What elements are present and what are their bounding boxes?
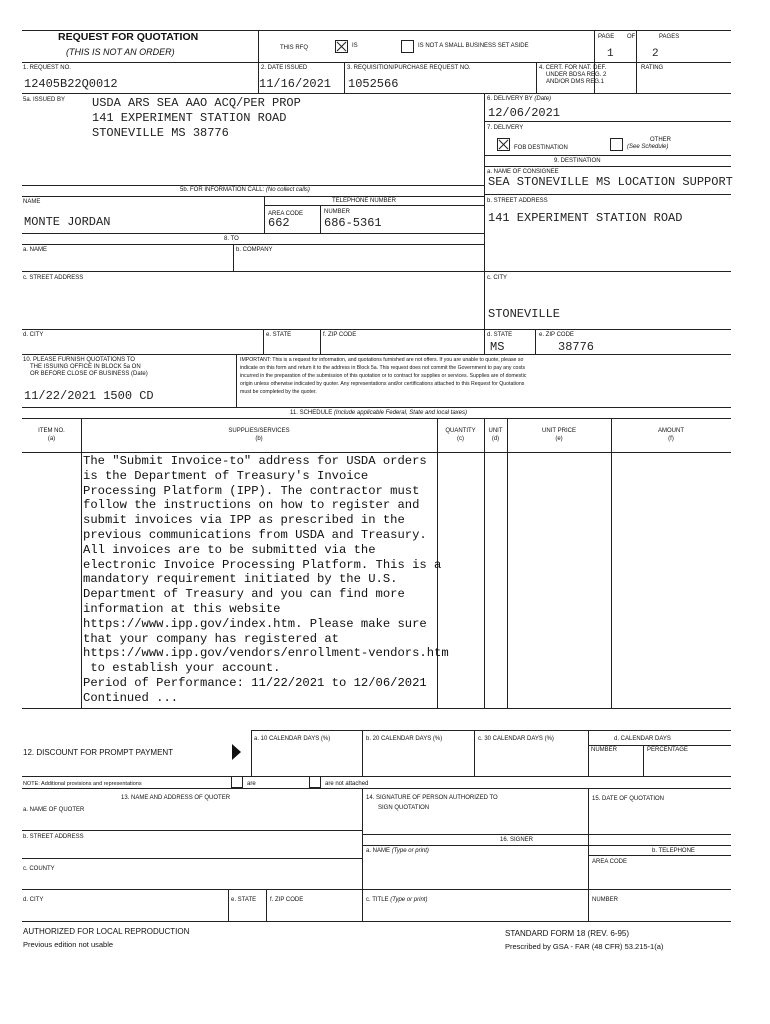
to-zip-label: f. ZIP CODE bbox=[323, 332, 357, 338]
footer-prescribed-by: Prescribed by GSA - FAR (48 CFR) 53.215-1(a) bbox=[505, 942, 664, 951]
rule bbox=[22, 354, 731, 355]
rule bbox=[22, 271, 484, 272]
arrow-right-icon bbox=[232, 744, 241, 760]
description-line: submit invoices via IPP as prescribed in the bbox=[83, 513, 405, 528]
street-value: 141 EXPERIMENT STATION ROAD bbox=[488, 211, 683, 225]
rule bbox=[266, 889, 267, 921]
telephone-label: TELEPHONE NUMBER bbox=[332, 198, 397, 204]
label: (e) bbox=[555, 436, 563, 442]
rule bbox=[22, 418, 731, 419]
rule bbox=[320, 205, 321, 233]
cert-label-3: AND/OR DMS REG.1 bbox=[546, 79, 605, 85]
description-line: https://www.ipp.gov/vendors/enrollment-vendors.htm bbox=[83, 646, 449, 661]
rule bbox=[233, 244, 234, 272]
furnish-label-3: OR BEFORE CLOSE OF BUSINESS (Date) bbox=[30, 371, 148, 377]
rule bbox=[643, 745, 644, 776]
fob-destination-label: FOB DESTINATION bbox=[514, 145, 568, 151]
label: ITEM NO. bbox=[38, 428, 65, 434]
rule bbox=[22, 233, 484, 234]
important-line-5: must be completed by the quoter. bbox=[240, 389, 317, 395]
col-item-header bbox=[22, 427, 81, 443]
area-code-value: 662 bbox=[268, 216, 290, 230]
dest-state-label: d. STATE bbox=[487, 332, 513, 338]
rule bbox=[588, 855, 731, 856]
pages-label: PAGES bbox=[659, 34, 680, 40]
this-rfq-label: THIS RFQ bbox=[280, 45, 308, 51]
rule bbox=[588, 730, 589, 776]
rule bbox=[484, 93, 485, 354]
signer-label: 16. SIGNER bbox=[500, 837, 534, 843]
form-subtitle: (THIS IS NOT AN ORDER) bbox=[66, 47, 175, 57]
quoter-label: 13. NAME AND ADDRESS OF QUOTER bbox=[121, 795, 231, 801]
rule bbox=[362, 845, 731, 846]
rule bbox=[484, 271, 731, 272]
to-company-label: b. COMPANY bbox=[236, 247, 273, 253]
provisions-are-checkbox[interactable] bbox=[231, 776, 243, 788]
col-unit-header bbox=[484, 427, 507, 443]
col-qty-header bbox=[437, 427, 484, 443]
rule bbox=[22, 889, 731, 890]
rule bbox=[507, 418, 508, 708]
signer-title-label: c. TITLE (Type or print) bbox=[366, 897, 428, 903]
delivery-by-label: 6. DELIVERY BY (Date) bbox=[487, 96, 552, 102]
of-label: OF bbox=[627, 34, 636, 40]
rule bbox=[320, 329, 321, 354]
discount-30-label: c. 30 CALENDAR DAYS (%) bbox=[478, 736, 554, 742]
rule bbox=[228, 889, 229, 921]
rule bbox=[22, 93, 731, 94]
request-no-label: 1. REQUEST NO. bbox=[23, 65, 71, 71]
small-business-is-checkbox[interactable] bbox=[335, 40, 348, 53]
rule bbox=[474, 730, 475, 776]
label: QUANTITY bbox=[445, 428, 476, 434]
signer-telephone-label: b. TELEPHONE bbox=[652, 848, 695, 854]
description-line: electronic Invoice Processing Platform. This is a bbox=[83, 557, 442, 572]
provisions-are-not-checkbox[interactable] bbox=[309, 776, 321, 788]
quotation-date-label: 15. DATE OF QUOTATION bbox=[592, 796, 665, 802]
label: (a) bbox=[47, 436, 56, 442]
requisition-value: 1052566 bbox=[348, 77, 399, 91]
quoter-name-label: a. NAME OF QUOTER bbox=[23, 807, 85, 813]
cert-label-2: UNDER BDSA REG. 2 bbox=[546, 72, 607, 78]
rule bbox=[484, 329, 731, 330]
page-label: PAGE bbox=[598, 34, 615, 40]
rule bbox=[258, 30, 259, 62]
to-state-label: e. STATE bbox=[266, 332, 292, 338]
quoter-zip-label: f. ZIP CODE bbox=[270, 897, 304, 903]
rule bbox=[611, 418, 612, 708]
signer-number-label: NUMBER bbox=[592, 897, 619, 903]
rule bbox=[362, 834, 731, 835]
supplies-description bbox=[83, 454, 449, 706]
discount-label: 12. DISCOUNT FOR PROMPT PAYMENT bbox=[23, 748, 174, 757]
page-number: 1 bbox=[607, 48, 614, 60]
destination-label: 9. DESTINATION bbox=[554, 158, 601, 164]
label: UNIT bbox=[488, 428, 503, 434]
signer-name-label: a. NAME (Type or print) bbox=[366, 848, 429, 854]
rule bbox=[263, 329, 264, 354]
provisions-are-label: are bbox=[247, 781, 256, 787]
info-call-label: 5b. FOR INFORMATION CALL: (No collect calls) bbox=[180, 187, 310, 193]
description-line: https://www.ipp.gov/index.htm. Please make sure bbox=[83, 616, 427, 631]
col-price-header bbox=[507, 427, 611, 443]
description-line: information at this website bbox=[83, 601, 281, 616]
rating-label: RATING bbox=[641, 65, 664, 71]
furnish-deadline-value: 11/22/2021 1500 CD bbox=[24, 389, 154, 403]
description-line: Department of Treasury and you can find more bbox=[83, 587, 405, 602]
discount-percentage-label: PERCENTAGE bbox=[647, 747, 688, 753]
col-supplies-header bbox=[81, 427, 437, 443]
street-label: b. STREET ADDRESS bbox=[487, 198, 548, 204]
label: (b) bbox=[255, 436, 263, 442]
rule bbox=[22, 185, 484, 186]
rule bbox=[22, 329, 484, 330]
label: (c) bbox=[457, 436, 464, 442]
signer-area-code-label: AREA CODE bbox=[592, 859, 628, 865]
phone-number-value: 686-5361 bbox=[324, 216, 382, 230]
footer-previous-edition: Previous edition not usable bbox=[23, 940, 114, 949]
delivery-label: 7. DELIVERY bbox=[487, 125, 524, 131]
rule bbox=[264, 196, 265, 233]
requisition-label: 3. REQUISITION/PURCHASE REQUEST NO. bbox=[347, 65, 471, 71]
discount-20-label: b. 20 CALENDAR DAYS (%) bbox=[366, 736, 443, 742]
important-line-1: IMPORTANT: This is a request for information, and quotations furnished are not offers. If you are unable to quote, please so bbox=[240, 357, 524, 363]
description-line: is the Department of Treasury's Invoice bbox=[83, 468, 369, 483]
discount-10-label: a. 10 CALENDAR DAYS (%) bbox=[254, 736, 331, 742]
description-line: that your company has registered at bbox=[83, 631, 339, 646]
furnish-label-2: THE ISSUING OFFICE IN BLOCK 5a ON bbox=[30, 364, 141, 370]
provisions-are-not-label: are not attached bbox=[325, 781, 369, 787]
rule bbox=[22, 830, 362, 831]
description-line: mandatory requirement initiated by the U.S. bbox=[83, 572, 398, 587]
rule bbox=[22, 452, 731, 453]
quoter-county-label: c. COUNTY bbox=[23, 866, 55, 872]
description-line: The "Submit Invoice-to" address for USDA orders bbox=[83, 454, 427, 468]
contact-name-label: NAME bbox=[23, 199, 41, 205]
issued-by-line2: 141 EXPERIMENT STATION ROAD bbox=[92, 111, 287, 125]
dest-state-value: MS bbox=[490, 340, 505, 354]
other-sub-label: (See Schedule) bbox=[627, 144, 669, 150]
delivery-by-value: 12/06/2021 bbox=[488, 106, 561, 120]
issued-by-line1: USDA ARS SEA AAO ACQ/PER PROP bbox=[92, 96, 301, 110]
rule bbox=[484, 121, 731, 122]
is-label: IS bbox=[352, 43, 358, 49]
quoter-street-label: b. STREET ADDRESS bbox=[23, 834, 84, 840]
rule bbox=[536, 62, 537, 93]
city-value: STONEVILLE bbox=[488, 307, 561, 321]
contact-name-value: MONTE JORDAN bbox=[24, 215, 111, 229]
col-amount-header bbox=[611, 427, 731, 443]
footer-authorized: AUTHORIZED FOR LOCAL REPRODUCTION bbox=[23, 927, 190, 936]
rule bbox=[484, 166, 731, 167]
to-city-label: d. CITY bbox=[23, 332, 44, 338]
furnish-label-1: 10. PLEASE FURNISH QUOTATIONS TO bbox=[23, 357, 135, 363]
rule bbox=[22, 407, 731, 408]
rule bbox=[251, 730, 252, 776]
discount-number-label: NUMBER bbox=[591, 747, 618, 753]
schedule-label: 11. SCHEDULE (Include applicable Federal, State and local taxes) bbox=[290, 410, 467, 416]
to-name-label: a. NAME bbox=[23, 247, 48, 253]
description-line: to establish your account. bbox=[83, 661, 281, 676]
phone-number-label: NUMBER bbox=[324, 209, 351, 215]
rule bbox=[81, 418, 82, 708]
is-not-label: IS NOT A SMALL BUSINESS SET ASIDE bbox=[418, 43, 529, 49]
description-line: Processing Platform (IPP). The contractor must bbox=[83, 483, 420, 498]
rule bbox=[344, 62, 345, 93]
quoter-city-label: d. CITY bbox=[23, 897, 44, 903]
important-line-3: incurred in the preparation of the submission of this quotation or to contract for supplies or services. Supplies are of domestic bbox=[240, 373, 527, 379]
date-issued-value: 11/16/2021 bbox=[259, 77, 332, 91]
issued-by-line3: STONEVILLE MS 38776 bbox=[92, 126, 229, 140]
dest-zip-value: 38776 bbox=[558, 340, 595, 354]
rule bbox=[22, 921, 731, 922]
rule bbox=[484, 155, 731, 156]
description-line: Period of Performance: 11/22/2021 to 12/06/2021 bbox=[83, 675, 427, 690]
label: (d) bbox=[491, 436, 500, 442]
date-issued-label: 2. DATE ISSUED bbox=[261, 65, 308, 71]
other-checkbox[interactable] bbox=[610, 138, 623, 151]
rule bbox=[264, 205, 484, 206]
description-line: All invoices are to be submitted via the bbox=[83, 542, 376, 557]
rule bbox=[484, 418, 485, 708]
rule bbox=[362, 788, 363, 921]
rule bbox=[484, 194, 731, 195]
label: AMOUNT bbox=[658, 428, 684, 434]
rule bbox=[251, 730, 731, 731]
rule bbox=[22, 858, 362, 859]
label: (f) bbox=[668, 436, 674, 442]
rule bbox=[588, 745, 731, 746]
rule bbox=[22, 708, 731, 709]
important-line-2: indicate on this form and return it to the address in Block 5a. This request does not commit the Government to pay any costs bbox=[240, 365, 526, 371]
to-label: 8. TO bbox=[224, 236, 239, 242]
description-line: Continued ... bbox=[83, 690, 179, 705]
signature-label-2: SIGN QUOTATION bbox=[378, 805, 430, 811]
important-line-4: origin unless otherwise indicated by quoter. Any representations and/or certifications attached to this Request for Quotations bbox=[240, 381, 525, 387]
footer-form-number: STANDARD FORM 18 (REV. 6-95) bbox=[505, 929, 630, 938]
dest-zip-label: e. ZIP CODE bbox=[539, 332, 574, 338]
rule bbox=[535, 329, 536, 354]
small-business-is-not-checkbox[interactable] bbox=[401, 40, 414, 53]
consignee-value: SEA STONEVILLE MS LOCATION SUPPORT bbox=[488, 175, 733, 189]
description-line: previous communications from USDA and Treasury. bbox=[83, 527, 427, 542]
fob-destination-checkbox[interactable] bbox=[497, 138, 510, 151]
signature-label-1: 14. SIGNATURE OF PERSON AUTHORIZED TO bbox=[366, 795, 498, 801]
rule bbox=[22, 776, 731, 777]
note-label: NOTE: Additional provisions and representations bbox=[23, 781, 142, 787]
rule bbox=[22, 244, 484, 245]
request-no-value: 12405B22Q0012 bbox=[24, 77, 118, 91]
other-label: OTHER bbox=[650, 137, 671, 143]
rule bbox=[22, 62, 731, 63]
label: SUPPLIES/SERVICES bbox=[228, 428, 290, 434]
rule bbox=[22, 788, 731, 789]
discount-calendar-days-label: d. CALENDAR DAYS bbox=[614, 736, 671, 742]
consignee-label: a. NAME OF CONSIGNEE bbox=[487, 169, 559, 175]
area-code-label: AREA CODE bbox=[268, 211, 304, 217]
rule bbox=[362, 730, 363, 776]
description-line: follow the instructions on how to register and bbox=[83, 498, 420, 513]
quoter-state-label: e. STATE bbox=[231, 897, 257, 903]
pages-count: 2 bbox=[652, 48, 659, 60]
rule bbox=[22, 196, 484, 197]
rule bbox=[236, 354, 237, 407]
label: UNIT PRICE bbox=[542, 428, 576, 434]
to-street-label: c. STREET ADDRESS bbox=[23, 275, 84, 281]
issued-by-label: 5a. ISSUED BY bbox=[23, 97, 66, 103]
city-label: c. CITY bbox=[487, 275, 508, 281]
form-title: REQUEST FOR QUOTATION bbox=[58, 31, 199, 43]
cert-label-1: 4. CERT. FOR NAT. DEF. bbox=[539, 65, 607, 71]
